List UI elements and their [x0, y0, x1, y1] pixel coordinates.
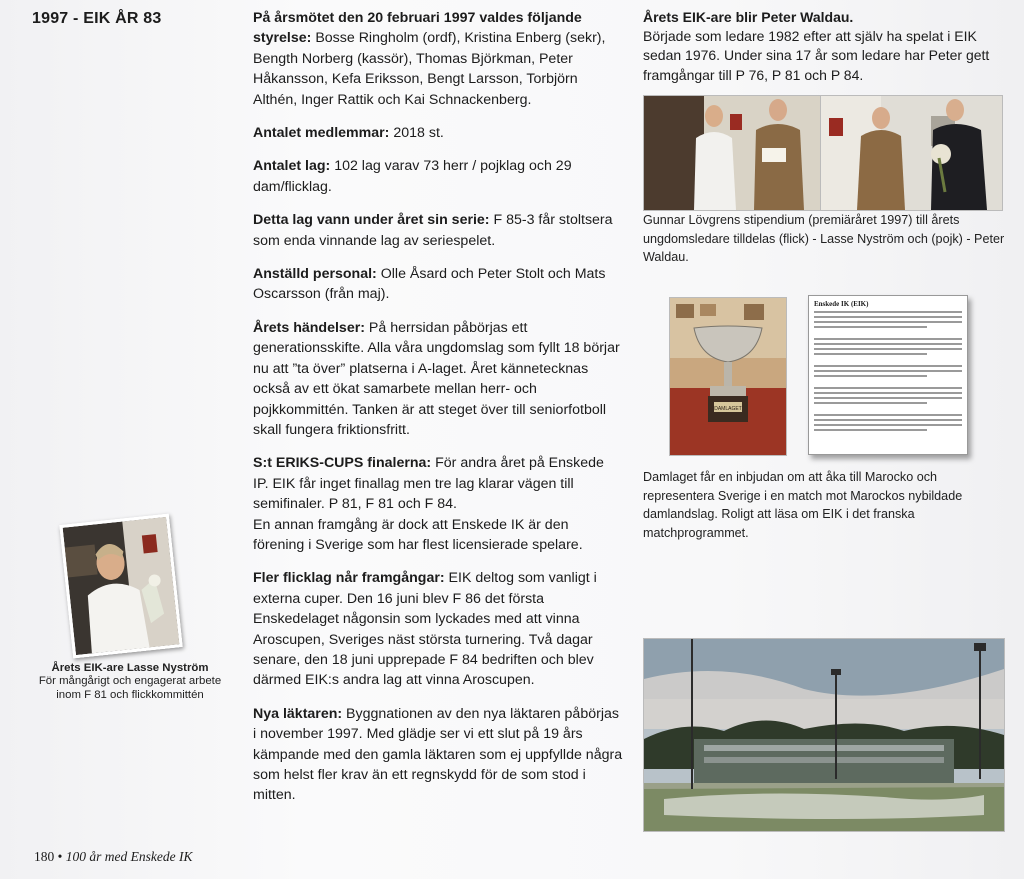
stand-text: Byggnationen av den nya läktaren påbörjas i november 1997. Med glädje ser vi ett slut på 19 års kämpande med den gamla läktaren som ej uppfyllde några som helst fler krav än ett regnskydd för de som stod i mitten.: [253, 705, 623, 804]
staff-paragraph: [253, 264, 623, 305]
girls-paragraph: [253, 568, 623, 690]
french-program-document: [808, 295, 968, 455]
events-text: På herrsidan påbörjas ett generationsskifte. Alla våra ungdomslag som fyllt 18 börjar nu att ”ta över” platserna i A-laget. Året kännetecknas också av ett ökat samarbete mellan herr- och pojkkommittén. Tanken är att steget över till seniorfotboll skall fungera friktionsfritt.: [253, 319, 620, 438]
book-title: 100 år med Enskede IK: [65, 849, 193, 864]
doc-line: [814, 370, 962, 372]
footer-separator: •: [57, 849, 66, 864]
cups-paragraph: [253, 453, 623, 555]
photo-stipend-left: [643, 95, 821, 211]
left-caption-title: Årets EIK-are Lasse Nyström: [51, 662, 209, 674]
girls-heading: Fler flicklag når framgångar:: [253, 570, 445, 587]
board-paragraph: [253, 8, 623, 110]
teams-text: 102 lag varav 73 herr / pojklag och 29 dam/flicklag.: [253, 158, 572, 195]
stand-paragraph: [253, 704, 623, 806]
trophy-image: [670, 298, 786, 455]
left-photo-caption: [18, 662, 242, 702]
doc-line: [814, 397, 962, 399]
events-paragraph: [253, 318, 623, 440]
events-heading: Årets händelser:: [253, 319, 365, 336]
stipend-left-image: [644, 96, 820, 210]
photo-stipend-right: [820, 95, 1003, 211]
stipend-right-image: [821, 96, 1002, 210]
photo-lasse-image: [63, 517, 180, 655]
section-title: 1997 - EIK ÅR 83: [32, 10, 162, 27]
doc-line: [814, 343, 962, 345]
cups-heading: S:t ERIKS-CUPS finalerna:: [253, 455, 432, 472]
board-heading: På årsmötet den 20 februari 1997 valdes följande styrelse:: [253, 10, 582, 47]
doc-line: [814, 365, 962, 367]
doc-line: [814, 338, 962, 340]
doc-line: [814, 414, 962, 416]
doc-line: [814, 402, 927, 404]
eik-are-text: Började som ledare 1982 efter att själv ha spelat i EIK sedan 1976. Under sina 17 år som ledare har Peter gett framgångar till P 76, P 81 och P 84.: [643, 28, 990, 83]
photo-stadium: [643, 638, 1005, 832]
doc-line: [814, 316, 962, 318]
right-text-column: [643, 8, 1005, 85]
trophy-plate-text: DAMLAGET: [714, 406, 742, 412]
teams-paragraph: [253, 156, 623, 197]
members-paragraph: [253, 123, 623, 143]
doc-line: [814, 375, 927, 377]
doc-line: [814, 419, 962, 421]
doc-title: Enskede IK (EIK): [814, 300, 869, 308]
members-text: 2018 st.: [389, 125, 444, 142]
cups-text-2: En annan framgång är dock att Enskede IK är den förening i Sverige som har flest licensierade spelare.: [253, 516, 583, 553]
members-heading: Antalet medlemmar:: [253, 125, 390, 142]
main-text-column: [253, 8, 623, 819]
doc-line: [814, 353, 927, 355]
series-heading: Detta lag vann under året sin serie:: [253, 212, 490, 229]
stand-heading: Nya läktaren:: [253, 705, 343, 722]
stadium-image: [644, 639, 1004, 831]
girls-text: EIK deltog som vanligt i externa cuper. Den 16 juni blev F 86 det första Enskedelaget någonsin som lyckades med att vinna Aroscupen, Sveriges näst största turnering. Två dagar senare, den 18 juni upprepade F 84 bedriften och blev därmed EIK:s andra lag att vinna Aroscupen.: [253, 570, 597, 689]
left-caption-line1: För mångårigt och engagerat arbete: [38, 675, 222, 688]
doc-line: [814, 321, 962, 323]
doc-line: [814, 326, 927, 328]
series-paragraph: [253, 210, 623, 251]
doc-line: [814, 387, 962, 389]
doc-line: [814, 348, 962, 350]
staff-heading: Anställd personal:: [253, 266, 377, 283]
page-number: 180: [34, 849, 55, 864]
page-footer: [34, 849, 192, 865]
staff-text: Olle Åsard och Peter Stolt och Mats Oscarsson (från maj).: [253, 266, 606, 303]
doc-line: [814, 429, 927, 431]
doc-line: [814, 392, 962, 394]
cups-text: För andra året på Enskede IP. EIK får inget finallag men tre lag klarar vägen till semifinaler. P 81, F 81 och F 84.: [253, 455, 604, 513]
doc-line: [814, 311, 962, 313]
teams-heading: Antalet lag:: [253, 158, 331, 175]
photo-lasse-nystrom: [59, 514, 182, 659]
morocco-caption: Damlaget får en inbjudan om att åka till Marocko och representera Sverige i en match mot Marockos nybildade damlandslag. Roligt att läsa om EIK i det franska matchprogrammet.: [643, 470, 963, 540]
board-text: Bosse Ringholm (ordf), Kristina Enberg (sekr), Bength Norberg (kassör), Thomas Björkman, Peter Håkansson, Kefa Eriksson, Bengt Larsson, Torbjörn Althén, Inger Rattik och Kai Schnackenberg.: [253, 30, 606, 108]
series-text: F 85-3 får stoltsera som enda vinnande lag av seriespelet.: [253, 212, 613, 249]
eik-are-heading: Årets EIK-are blir Peter Waldau.: [643, 9, 854, 25]
stipend-caption: Gunnar Lövgrens stipendium (premiäråret 1997) till årets ungdomsledare tilldelas (flick) - Lasse Nyström och (pojk) - Peter Waldau.: [643, 213, 1005, 265]
doc-line: [814, 424, 962, 426]
photo-trophy: [669, 297, 787, 456]
left-caption-line2: inom F 81 och flickkommittén: [56, 688, 204, 701]
